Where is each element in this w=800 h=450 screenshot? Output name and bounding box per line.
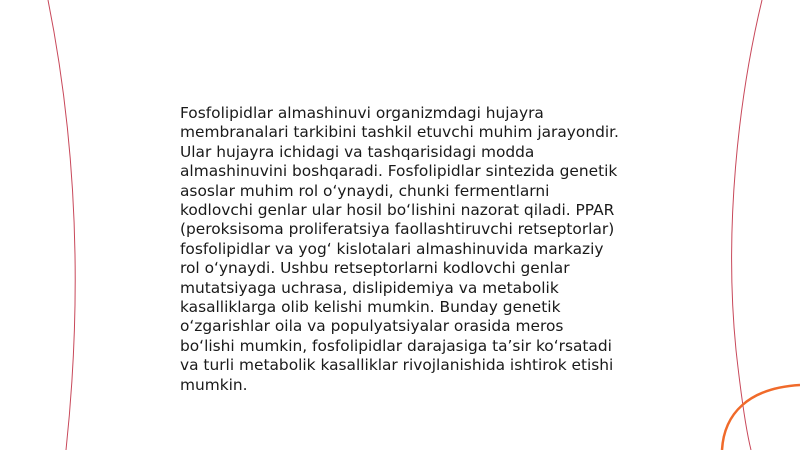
right-decorative-arc (732, 0, 762, 450)
body-paragraph: Fosfolipidlar almashinuvi organizmdagi hujayra membranalari tarkibini tashkil etuvchi muhim jarayondir. Ular hujayra ichidagi va tashqarisidagi modda almashinuvini boshqaradi. Fosfolipidlar sintezida genetik asoslar muhim rol oʻynaydi, chunki fermentlarni kodlovchi genlar ular hosil boʻlishini nazorat qiladi. PPAR (peroksisoma proliferatsiya faollashtiruvchi retseptorlar) fosfolipidlar va yogʻ kislotalari almashinuvida markaziy rol oʻynaydi. Ushbu retseptorlarni kodlovchi genlar mutatsiyaga uchrasa, dislipidemiya va metabolik kasalliklarga olib kelishi mumkin. Bunday genetik oʻzgarishlar oila va populyatsiyalar orasida meros boʻlishi mumkin, fosfolipidlar darajasiga taʼsir koʻrsatadi va turli metabolik kasalliklar rivojlanishida ishtirok etishi mumkin. (180, 104, 619, 394)
left-decorative-arc (48, 0, 75, 450)
orange-decorative-ring (722, 385, 800, 450)
